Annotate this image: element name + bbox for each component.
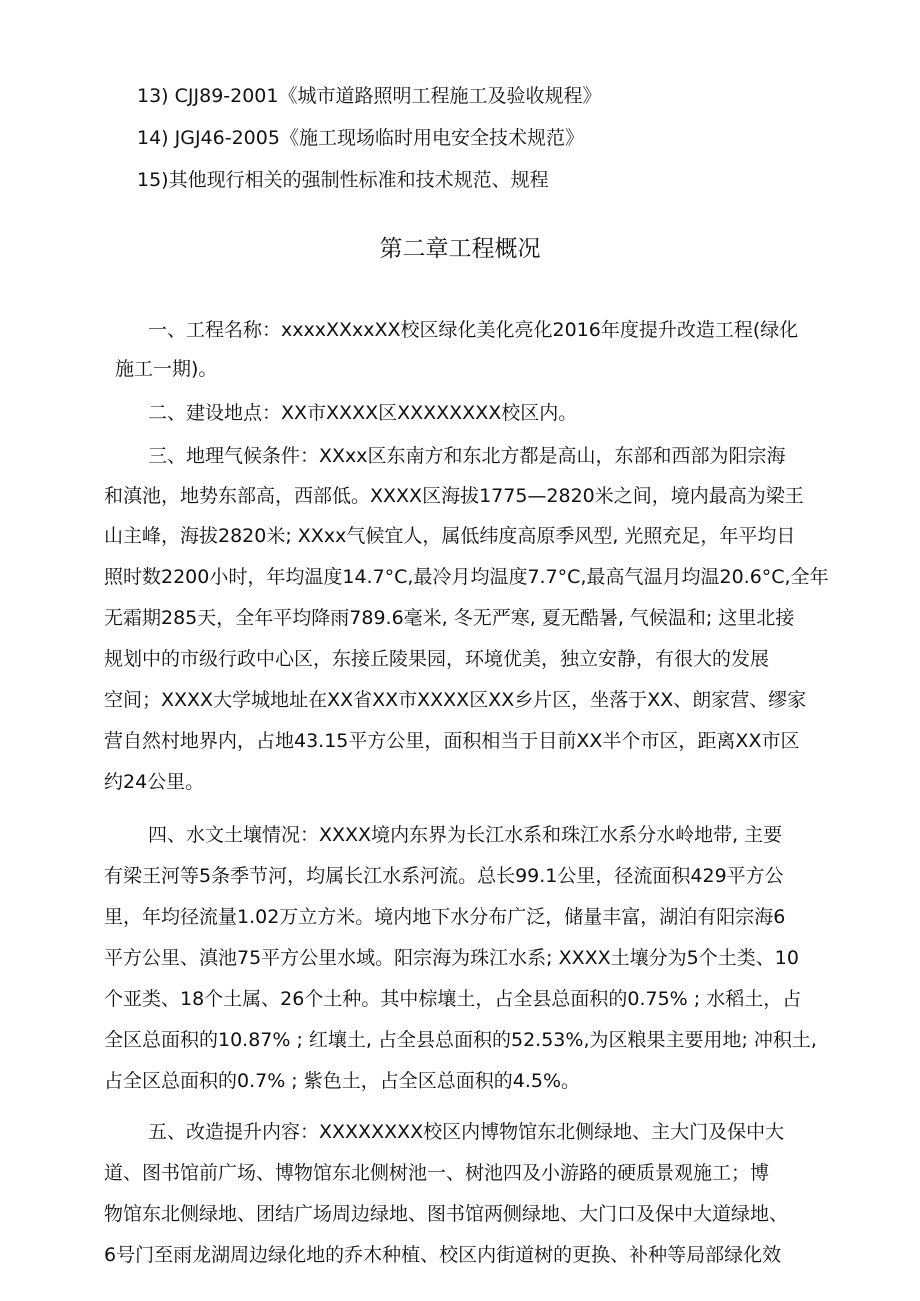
paragraph-climate-line: 约24公里。 (104, 771, 205, 793)
paragraph-climate-line: 规划中的市级行政中心区，东接丘陵果园，环境优美，独立安静，有很大的发展 (104, 648, 770, 670)
paragraph-hydrology-line: 平方公里、滇池75平方公里水域。阳宗海为珠江水系; XXXX土壤分为5个土类、10 (104, 947, 799, 969)
paragraph-climate-line: 照时数2200小时，年均温度14.7°C,最冷月均温度7.7°C,最高气温月均温20.6°C,全年 (104, 566, 829, 588)
paragraph-climate-line: 空间；XXXX大学城地址在XX省XX市XXXX区XX乡片区，坐落于XX、朗家营、缪家 (104, 689, 807, 711)
reference-item-15: 15)其他现行相关的强制性标准和技术规范、规程 (137, 169, 549, 191)
paragraph-renovation-line: 物馆东北侧绿地、团结广场周边绿地、图书馆两侧绿地、大门口及保中大道绿地、 (104, 1203, 789, 1225)
paragraph-climate-line: 山主峰，海拔2820米; XXxx气候宜人，属低纬度高原季风型, 光照充足，年平均日 (104, 525, 796, 547)
paragraph-climate-line: 无霜期285天，全年平均降雨789.6毫米, 冬无严寒, 夏无酷暑, 气候温和; 这里北接 (104, 607, 795, 629)
reference-item-13: 13) CJJ89-2001《城市道路照明工程施工及验收规程》 (137, 85, 602, 107)
paragraph-hydrology-line: 全区总面积的10.87% ; 红壤土, 占全县总面积的52.53%,为区粮果主要用地; 冲积土, (104, 1029, 817, 1051)
paragraph-climate-line: 和滇池，地势东部高，西部低。XXXX区海拔1775—2820米之间，境内最高为梁王 (104, 485, 804, 507)
paragraph-renovation-line: 6号门至雨龙湖周边绿化地的乔木种植、校区内街道树的更换、补种等局部绿化效 (104, 1244, 782, 1266)
paragraph-hydrology-line: 占全区总面积的0.7% ; 紫色土，占全区总面积的4.5%。 (104, 1070, 581, 1092)
paragraph-hydrology-line: 个亚类、18个土属、26个土种。其中棕壤土，占全县总面积的0.75% ; 水稻土，占 (104, 988, 802, 1010)
reference-item-14: 14) JGJ46-2005《施工现场临时用电安全技术规范》 (137, 127, 584, 149)
paragraph-climate-line: 三、地理气候条件：XXxx区东南方和东北方都是高山，东部和西部为阳宗海 (148, 445, 786, 467)
paragraph-project-name-line: 施工一期)。 (115, 358, 218, 380)
paragraph-hydrology-line: 四、水文土壤情况：XXXX境内东界为长江水系和珠江水系分水岭地带, 主要 (148, 824, 783, 846)
chapter-title: 第二章工程概况 (379, 236, 541, 262)
paragraph-renovation-line: 道、图书馆前广场、博物馆东北侧树池一、树池四及小游路的硬质景观施工；博 (104, 1162, 770, 1184)
paragraph-hydrology-line: 里，年均径流量1.02万立方米。境内地下水分布广泛，储量丰富，湖泊有阳宗海6 (104, 906, 786, 928)
paragraph-hydrology-line: 有梁王河等5条季节河，均属长江水系河流。总长99.1公里，径流面积429平方公 (104, 865, 784, 887)
paragraph-renovation-line: 五、改造提升内容：XXXXXXXX校区内博物馆东北侧绿地、主大门及保中大 (148, 1121, 785, 1143)
paragraph-location-line: 二、建设地点：XX市XXXX区XXXXXXXX校区内。 (148, 402, 578, 424)
paragraph-project-name-line: 一、工程名称：xxxxXXxxXX校区绿化美化亮化2016年度提升改造工程(绿化 (148, 319, 799, 341)
paragraph-climate-line: 营自然村地界内，占地43.15平方公里，面积相当于目前XX半个市区，距离XX市区 (104, 730, 800, 752)
